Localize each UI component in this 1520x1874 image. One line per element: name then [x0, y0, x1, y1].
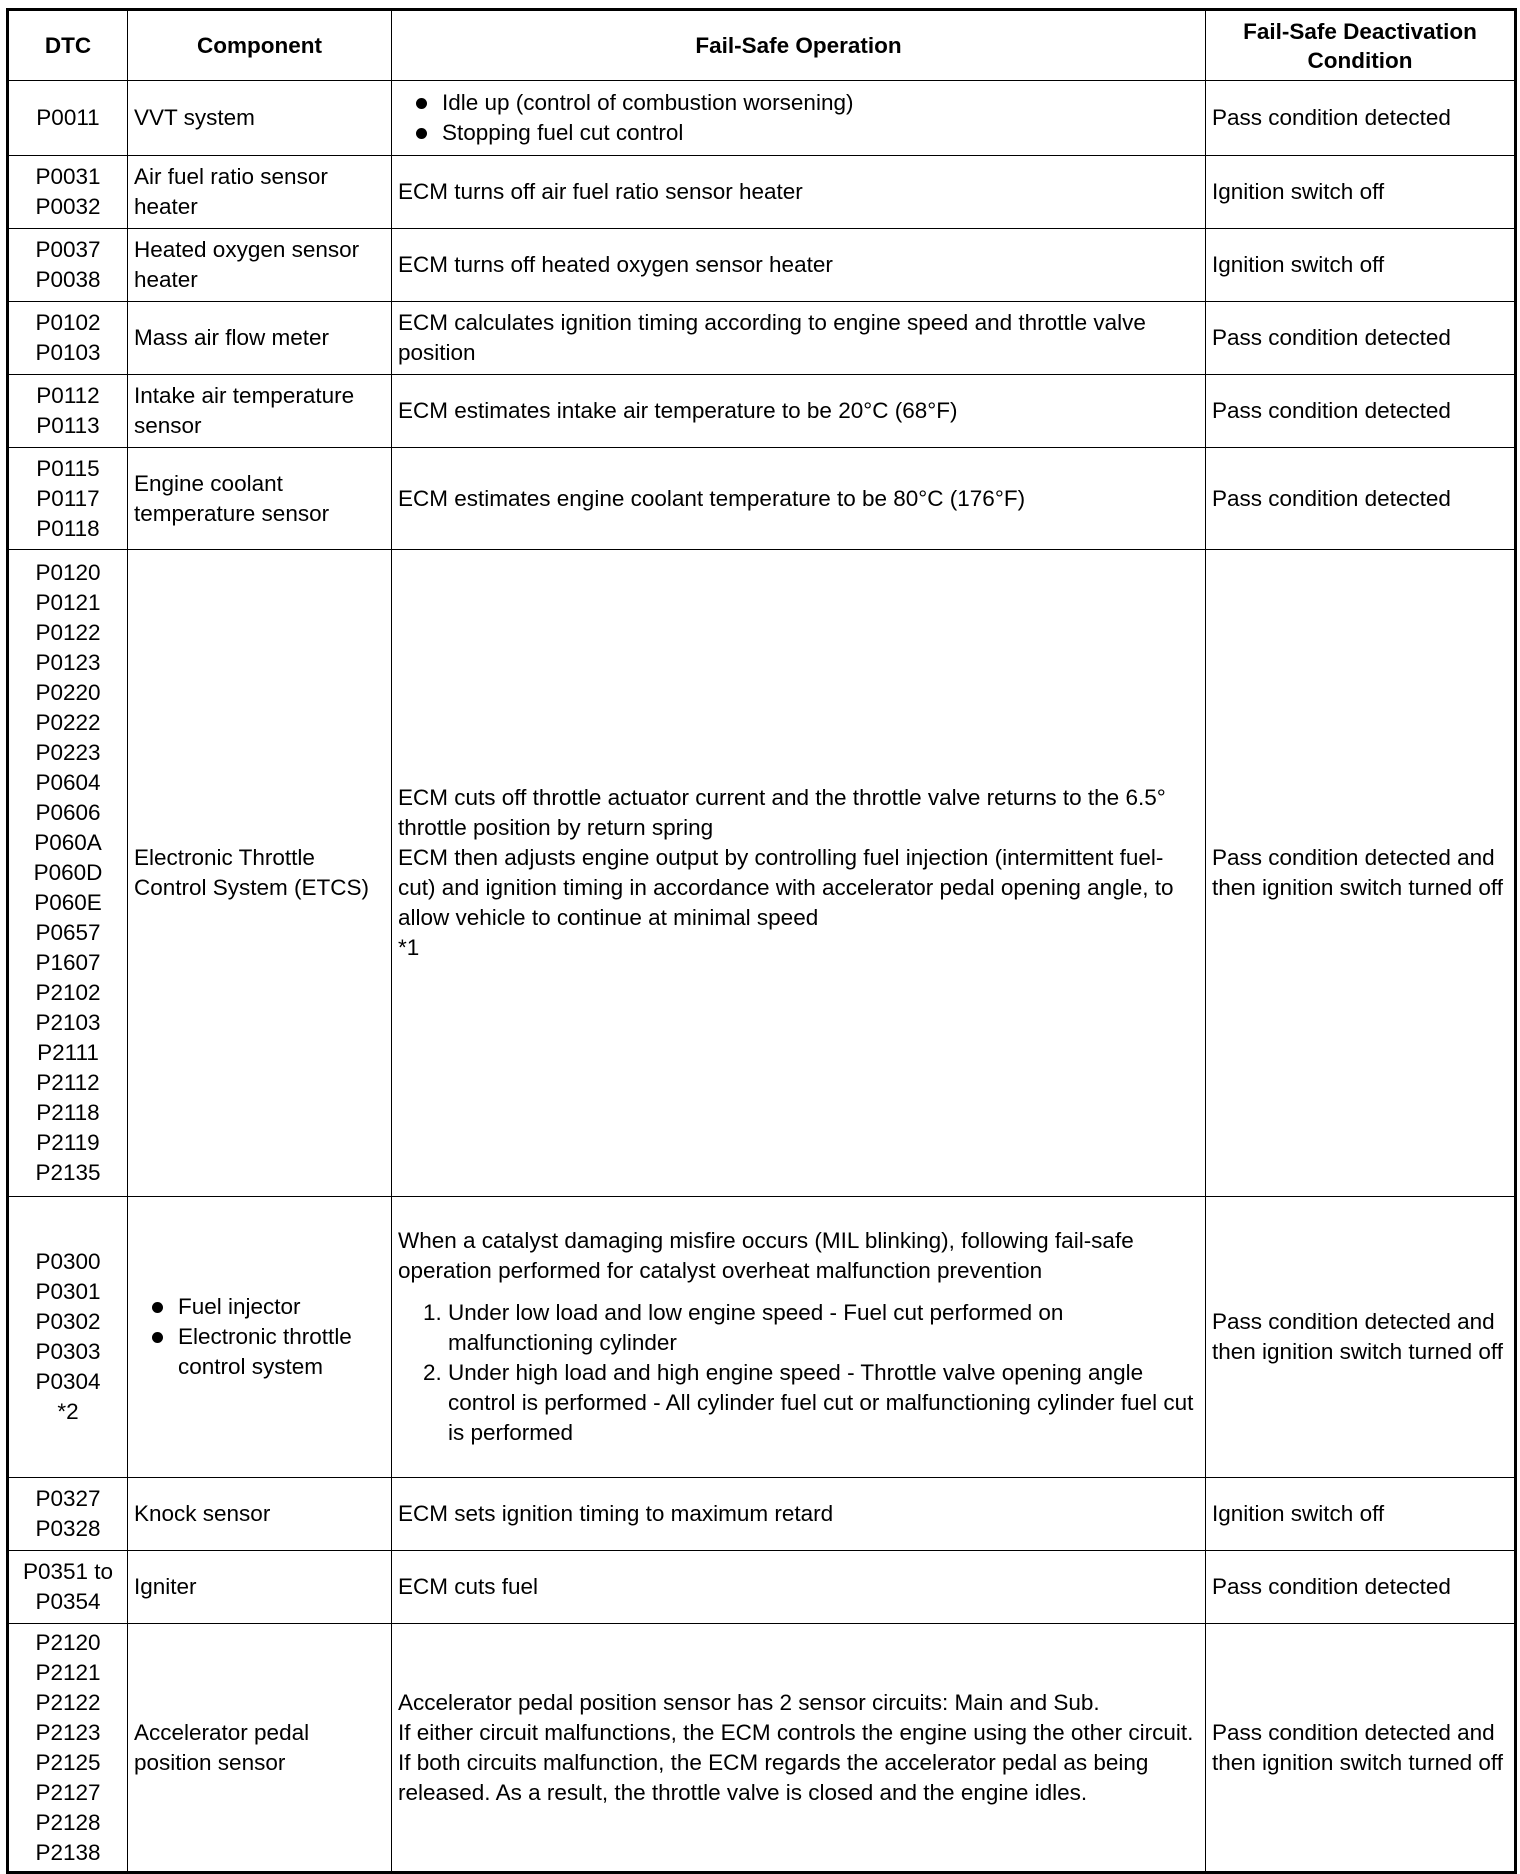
- dtc-code: P0118: [36, 515, 100, 541]
- dtc-cell: [8, 550, 128, 1197]
- dtc-code: P0117: [36, 485, 100, 511]
- header-row: [8, 10, 1516, 81]
- dtc-code: P0011: [36, 105, 100, 130]
- dtc-code: P0351 to: [22, 1559, 114, 1584]
- deactivation-cell: Pass condition detected and then ignition switch turned off: [1206, 1197, 1516, 1478]
- dtc-code: P060A: [34, 830, 102, 855]
- dtc-cell: [8, 302, 128, 375]
- deactivation-cell: Ignition switch off: [1206, 1478, 1516, 1551]
- dtc-code: P2138: [35, 1839, 101, 1865]
- operation-bullet: Idle up (control of combustion worsening): [412, 88, 1199, 118]
- operation-cell: ECM estimates intake air temperature to be 20°C (68°F): [392, 375, 1206, 448]
- dtc-code: P0031: [35, 164, 101, 189]
- dtc-cell: [8, 448, 128, 550]
- dtc-code: P0032: [35, 194, 101, 219]
- operation-text: When a catalyst damaging misfire occurs (MIL blinking), following fail-safe operation performed for catalyst overheat malfunction prevention: [398, 1228, 1134, 1283]
- component-cell: Knock sensor: [128, 1478, 392, 1551]
- dtc-code: P0300: [35, 1249, 101, 1274]
- component-cell: Accelerator pedal position sensor: [128, 1624, 392, 1873]
- deactivation-cell: Pass condition detected: [1206, 375, 1516, 448]
- component-cell: Igniter: [128, 1551, 392, 1624]
- operation-cell: Accelerator pedal position sensor has 2 sensor circuits: Main and Sub. If either circuit malfunctions, the ECM controls the engine using the other circuit. If both circuits malfunction, the ECM regards the accelerator pedal as being released. As a result, the throttle valve is closed and the engine idles.: [392, 1624, 1206, 1873]
- deactivation-cell: Pass condition detected and then ignition switch turned off: [1206, 1624, 1516, 1873]
- dtc-code: P0606: [35, 800, 101, 825]
- operation-cell: ECM turns off heated oxygen sensor heater: [392, 229, 1206, 302]
- operation-cell: ECM calculates ignition timing according to engine speed and throttle valve position: [392, 302, 1206, 375]
- table-row: [8, 1478, 1516, 1551]
- dtc-code: P0303: [35, 1339, 101, 1364]
- component-bullet: Fuel injector: [148, 1292, 385, 1322]
- dtc-code: P0657: [35, 920, 101, 945]
- operation-cell: ECM cuts fuel: [392, 1551, 1206, 1624]
- operation-cell: ECM turns off air fuel ratio sensor heater: [392, 156, 1206, 229]
- operation-cell: [392, 81, 1206, 156]
- dtc-cell: [8, 1551, 128, 1624]
- dtc-code: P2125: [35, 1749, 101, 1775]
- dtc-code: P0354: [35, 1589, 101, 1614]
- dtc-code: P2123: [35, 1719, 101, 1745]
- dtc-code: P060E: [34, 890, 102, 915]
- dtc-cell: [8, 81, 128, 156]
- dtc-cell: [8, 1478, 128, 1551]
- dtc-code: P2103: [35, 1010, 101, 1035]
- deactivation-cell: Pass condition detected: [1206, 448, 1516, 550]
- header-operation: Fail-Safe Operation: [392, 10, 1206, 81]
- dtc-code: P2119: [36, 1130, 100, 1155]
- dtc-code: P0327: [35, 1486, 101, 1511]
- component-cell: Heated oxygen sensor heater: [128, 229, 392, 302]
- table-row: [8, 550, 1516, 1197]
- component-cell: Intake air temperature sensor: [128, 375, 392, 448]
- deactivation-cell: Ignition switch off: [1206, 156, 1516, 229]
- dtc-code: P0112: [36, 383, 100, 408]
- dtc-cell: [8, 1624, 128, 1873]
- dtc-code: P1607: [35, 950, 101, 975]
- dtc-code: P060D: [33, 860, 103, 885]
- dtc-code: P0123: [35, 650, 101, 675]
- dtc-code: P2120: [35, 1629, 101, 1655]
- table-row: [8, 448, 1516, 550]
- dtc-code: P2121: [35, 1659, 101, 1685]
- dtc-code: P0328: [35, 1516, 101, 1541]
- dtc-code: P0103: [35, 340, 101, 365]
- table-row: [8, 1551, 1516, 1624]
- fail-safe-table: [6, 8, 1517, 1874]
- header-deactivation: Fail-Safe Deactivation Condition: [1206, 10, 1516, 81]
- dtc-code: P2112: [36, 1070, 100, 1095]
- dtc-code: P0122: [35, 620, 101, 645]
- table-row: [8, 229, 1516, 302]
- deactivation-cell: Pass condition detected: [1206, 302, 1516, 375]
- operation-cell: [392, 1197, 1206, 1478]
- dtc-code: P0222: [35, 710, 101, 735]
- dtc-code: P0120: [35, 560, 101, 585]
- dtc-code: P0121: [35, 590, 101, 615]
- operation-step: 1. Under low load and low engine speed - Fuel cut performed on malfunctioning cylinder: [448, 1298, 1199, 1358]
- dtc-code: P2102: [35, 980, 101, 1005]
- table-row: [8, 81, 1516, 156]
- dtc-code: P0301: [35, 1279, 101, 1304]
- dtc-code: P0113: [36, 413, 100, 438]
- dtc-code: P0304: [35, 1369, 101, 1394]
- deactivation-cell: Pass condition detected and then ignition switch turned off: [1206, 550, 1516, 1197]
- header-dtc: DTC: [8, 10, 128, 81]
- operation-cell: ECM sets ignition timing to maximum retard: [392, 1478, 1206, 1551]
- dtc-code: P2122: [35, 1689, 101, 1715]
- deactivation-cell: Pass condition detected: [1206, 81, 1516, 156]
- dtc-code: P0223: [35, 740, 101, 765]
- dtc-code: P0220: [35, 680, 101, 705]
- table-row: [8, 1197, 1516, 1478]
- table-row: [8, 156, 1516, 229]
- dtc-code: P0038: [35, 267, 101, 292]
- component-cell: Air fuel ratio sensor heater: [128, 156, 392, 229]
- dtc-code: P0604: [35, 770, 101, 795]
- dtc-code: P2128: [35, 1809, 101, 1835]
- operation-cell: ECM cuts off throttle actuator current and the throttle valve returns to the 6.5° throttle position by return spring ECM then adjusts engine output by controlling fuel injection (intermittent fuel-cut) and ignition timing in accordance with accelerator pedal opening angle, to allow vehicle to continue at minimal speed *1: [392, 550, 1206, 1197]
- dtc-code: *2: [57, 1399, 79, 1424]
- table-row: [8, 302, 1516, 375]
- table-row: [8, 1624, 1516, 1873]
- dtc-cell: [8, 375, 128, 448]
- component-bullet: Electronic throttle control system: [148, 1322, 385, 1382]
- component-cell: VVT system: [128, 81, 392, 156]
- dtc-code: P2127: [35, 1779, 101, 1805]
- deactivation-cell: Ignition switch off: [1206, 229, 1516, 302]
- operation-step: 2. Under high load and high engine speed - Throttle valve opening angle control is performed - All cylinder fuel cut or malfunctioning cylinder fuel cut is performed: [448, 1358, 1199, 1448]
- dtc-code: P2111: [37, 1040, 99, 1065]
- dtc-code: P0115: [36, 455, 100, 481]
- component-cell: Mass air flow meter: [128, 302, 392, 375]
- header-component: Component: [128, 10, 392, 81]
- component-cell: Electronic Throttle Control System (ETCS): [128, 550, 392, 1197]
- dtc-code: P0302: [35, 1309, 101, 1334]
- table-row: [8, 375, 1516, 448]
- dtc-code: P0102: [35, 310, 101, 335]
- dtc-cell: [8, 156, 128, 229]
- dtc-code: P2135: [35, 1160, 101, 1185]
- operation-bullet: Stopping fuel cut control: [412, 118, 1199, 148]
- component-cell: [128, 1197, 392, 1478]
- dtc-cell: [8, 229, 128, 302]
- operation-cell: ECM estimates engine coolant temperature to be 80°C (176°F): [392, 448, 1206, 550]
- dtc-cell: [8, 1197, 128, 1478]
- dtc-code: P2118: [36, 1100, 100, 1125]
- dtc-code: P0037: [35, 237, 101, 262]
- deactivation-cell: Pass condition detected: [1206, 1551, 1516, 1624]
- component-cell: Engine coolant temperature sensor: [128, 448, 392, 550]
